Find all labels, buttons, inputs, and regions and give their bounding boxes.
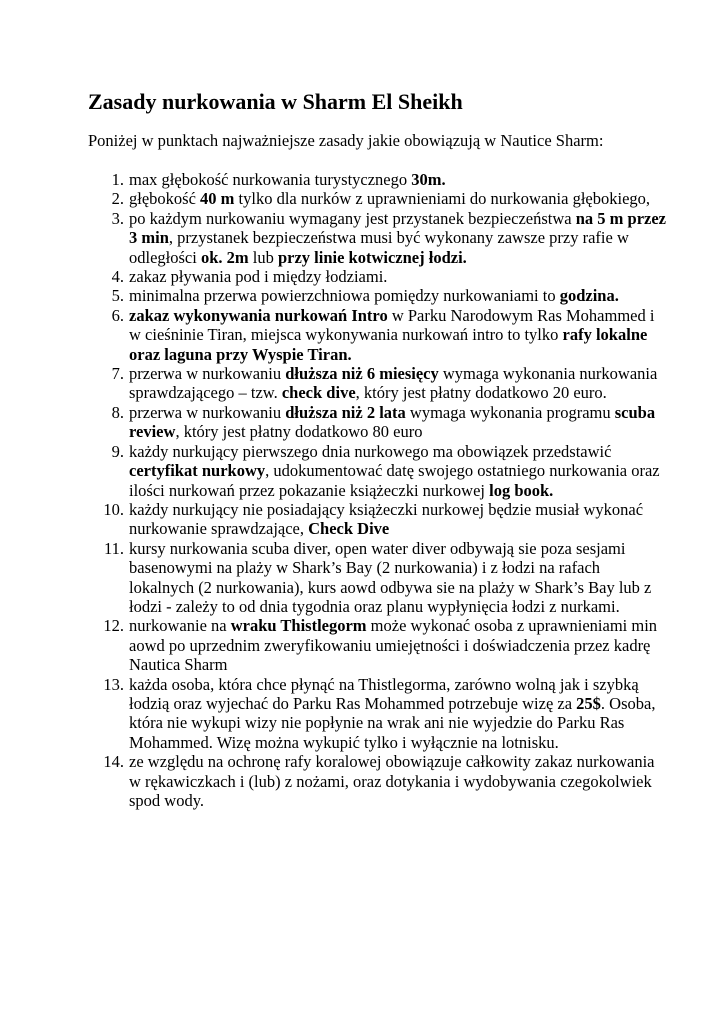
rule-text [129,267,387,286]
rule-text-bold: 25$ [576,693,601,713]
rule-text-segment: tylko dla nurków z uprawnieniami do nurkowania głębokiego, [234,189,651,209]
rule-number: 7. [111,364,124,384]
rule-text-segment: głębokość [129,189,201,209]
rule-item [88,267,668,286]
rule-text-segment: max głębokość nurkowania turystycznego [129,170,412,189]
rule-number: 6. [111,305,124,325]
rule-text-segment: nurkowanie na [129,616,231,636]
rule-text-bold: godzina. [559,286,619,306]
rule-number: 10. [103,499,124,519]
rule-number: 9. [111,441,124,461]
rule-text-segment: minimalna przerwa powierzchniowa pomiędzy nurkowaniami to [129,286,560,306]
rule-text [129,442,660,500]
rule-text-segment: przerwa w nurkowaniu [129,402,286,422]
rule-text-segment: . Osoba, która nie wykupi wizy nie popłynie na wrak ani nie wyjedzie do Parku Ras Mohammed. Wizę można wykupić tylko i wyłącznie na lotnisku. [129,693,656,752]
rule-text [129,403,655,441]
rule-number: 1. [111,170,124,189]
rule-text [129,616,657,674]
rule-item [88,209,668,267]
document-intro: Poniżej w punktach najważniejsze zasady jakie obowiązują w Nautice Sharm: [88,131,604,150]
rule-text [129,752,654,810]
rule-item [88,442,668,500]
rule-text-bold: 40 m [200,189,235,209]
rule-number: 3. [111,208,124,228]
rule-item [88,675,668,753]
rule-text [129,170,446,189]
rule-text [129,500,643,538]
rule-text [129,539,651,616]
rule-text-bold: dłuższa niż 6 miesięcy [285,364,439,384]
rule-text [129,189,650,208]
rule-text-segment: przerwa w nurkowaniu [129,364,286,384]
rule-text-bold: wraku Thistlegorm [230,616,367,636]
rule-number: 11. [103,538,124,558]
rule-number: 13. [103,674,124,694]
rule-number: 12. [103,616,124,636]
rule-text-segment: , udokumentować datę swojego ostatniego nurkowania oraz ilości nurkowań przez pokazanie książeczki nurkowej [129,461,660,500]
rule-text-segment: każda osoba, która chce płynąć na Thistlegorma, zarówno wolną jak i szybką łodzią oraz wyjechać do Parku Ras Mohammed potrzebuje wizę za [129,674,639,713]
rule-item [88,286,668,305]
rule-item [88,189,668,208]
rule-text-bold: na 5 m przez 3 min [129,208,667,248]
rule-item [88,500,668,539]
rule-number: 2. [111,189,124,209]
rule-text-segment: w Parku Narodowym Ras Mohammed i w cieśninie Tiran, miejsca wykonywania nurkowań intro to tylko [129,305,655,345]
rule-text-segment: lub [248,247,278,267]
rule-text-bold: ok. 2m [200,247,249,267]
rule-text-segment: po każdym nurkowaniu wymagany jest przystanek bezpieczeństwa [129,208,576,228]
rule-text-segment: kursy nurkowania scuba diver, open water diver odbywają sie poza sesjami basenowymi na plaży w Shark’s Bay (2 nurkowania) i z łodzi na rafach lokalnych (2 nurkowania), kurs aowd odbywa sie na plaży w Shark’s Bay lub z łodzi - zależy to od dnia tygodnia oraz planu wypłynięcia łodzi z nurkami. [129,538,652,616]
rule-text-segment: każdy nurkujący nie posiadający książeczki nurkowej będzie musiał wykonać nurkowanie sprawdzające, [129,499,644,539]
rule-text-segment: każdy nurkujący pierwszego dnia nurkowego ma obowiązek przedstawić [129,441,612,461]
rule-text [129,306,654,364]
rule-item [88,364,668,403]
rule-item [88,170,668,189]
rule-text-segment: , który jest płatny dodatkowo 20 euro. [355,383,607,403]
rule-text-bold: certyfikat nurkowy [129,461,266,481]
document-title: Zasady nurkowania w Sharm El Sheikh [88,89,463,114]
rule-text-bold: check dive [281,383,356,403]
rules-list [88,170,668,810]
rule-item [88,616,668,674]
rule-item [88,306,668,364]
rule-text-bold: log book. [489,480,554,500]
rule-text-bold: rafy lokalne oraz laguna przy Wyspie Tiran. [129,325,648,364]
rule-item [88,752,668,810]
rule-text [129,209,666,267]
rule-text-bold: przy linie kotwicznej łodzi. [277,247,467,267]
rule-number: 5. [111,286,124,306]
rule-text [129,286,619,305]
rule-number: 8. [111,402,124,422]
rule-text-bold: dłuższa niż 2 lata [285,402,406,422]
rule-text-segment: wymaga wykonania programu [405,402,615,422]
rule-text-segment: zakaz pływania pod i między łodziami. [129,267,388,287]
rule-text-bold: scuba review [129,402,656,442]
rule-text-segment: ze względu na ochronę rafy koralowej obowiązuje całkowity zakaz nurkowania w rękawiczkach i (lub) z nożami, oraz dotykania i wydobywania czegokolwiek spod wody. [129,752,655,810]
rule-item [88,403,668,442]
rule-text [129,675,655,752]
rule-text-segment: wymaga wykonania nurkowania sprawdzającego – tzw. [129,364,658,403]
rule-text-bold: zakaz wykonywania nurkowań Intro [129,305,388,325]
rule-number: 14. [103,752,124,772]
rule-text-segment: , który jest płatny dodatkowo 80 euro [175,422,423,442]
rule-text-segment: może wykonać osoba z uprawnieniami min aowd po uprzednim zweryfikowaniu umiejętności i doświadczenia przez kadrę Nautica Sharm [129,616,658,675]
rule-number: 4. [111,267,124,287]
rule-text [129,364,657,402]
rule-item [88,539,668,617]
document-page [88,88,668,810]
rule-text-bold: 30m. [411,170,446,189]
rule-text-bold: Check Dive [308,519,390,539]
rule-text-segment: , przystanek bezpieczeństwa musi być wykonany zawsze przy rafie w odległości [129,228,629,267]
